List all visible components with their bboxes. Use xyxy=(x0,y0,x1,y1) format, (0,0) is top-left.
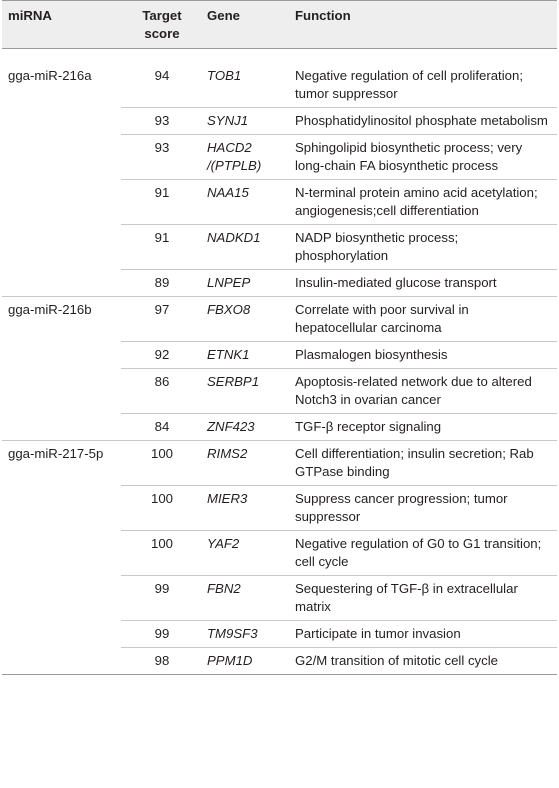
cell-target-score: 94 xyxy=(121,49,201,108)
table-row xyxy=(2,180,557,225)
cell-target-score: 84 xyxy=(121,414,201,441)
cell-mirna-empty xyxy=(2,486,121,531)
cell-function: Cell differentiation; insulin secretion; Rab GTPase binding xyxy=(289,441,557,486)
table-row xyxy=(2,342,557,369)
cell-function: Sphingolipid biosynthetic process; very long-chain FA biosynthetic process xyxy=(289,135,557,180)
cell-gene: TOB1 xyxy=(201,49,289,108)
cell-target-score: 100 xyxy=(121,531,201,576)
cell-gene: NADKD1 xyxy=(201,225,289,270)
cell-gene: HACD2 /(PTPLB) xyxy=(201,135,289,180)
table-row xyxy=(2,576,557,621)
cell-mirna-empty xyxy=(2,414,121,441)
cell-target-score: 91 xyxy=(121,180,201,225)
cell-gene: RIMS2 xyxy=(201,441,289,486)
cell-mirna: gga-miR-216a xyxy=(8,68,92,83)
cell-function: Negative regulation of G0 to G1 transition; cell cycle xyxy=(289,531,557,576)
header-target-score xyxy=(121,1,201,49)
cell-target-score: 99 xyxy=(121,621,201,648)
cell-function: Correlate with poor survival in hepatocellular carcinoma xyxy=(289,297,557,342)
table-row xyxy=(2,49,557,108)
cell-function: Insulin-mediated glucose transport xyxy=(289,270,557,297)
table-row xyxy=(2,441,557,486)
cell-target-score: 92 xyxy=(121,342,201,369)
cell-gene: SERBP1 xyxy=(201,369,289,414)
cell-mirna: gga-miR-217-5p xyxy=(8,446,104,461)
cell-target-score: 89 xyxy=(121,270,201,297)
cell-gene: ZNF423 xyxy=(201,414,289,441)
cell-mirna-empty xyxy=(2,342,121,369)
cell-function: Sequestering of TGF-β in extracellular matrix xyxy=(289,576,557,621)
cell-target-score: 100 xyxy=(121,486,201,531)
header-gene: Gene xyxy=(201,1,289,49)
cell-gene: ETNK1 xyxy=(201,342,289,369)
table-row xyxy=(2,270,557,297)
cell-mirna-empty xyxy=(2,369,121,414)
cell-target-score: 98 xyxy=(121,648,201,675)
mirna-target-table xyxy=(2,0,557,675)
cell-gene: MIER3 xyxy=(201,486,289,531)
cell-function: NADP biosynthetic process; phosphorylation xyxy=(289,225,557,270)
table-row xyxy=(2,486,557,531)
header-mirna: miRNA xyxy=(2,1,121,49)
cell-function: Phosphatidylinositol phosphate metabolism xyxy=(289,108,557,135)
header-score-line2: score xyxy=(144,26,180,41)
cell-target-score: 99 xyxy=(121,576,201,621)
cell-target-score: 91 xyxy=(121,225,201,270)
cell-function: TGF-β receptor signaling xyxy=(289,414,557,441)
cell-gene: TM9SF3 xyxy=(201,621,289,648)
cell-function: Apoptosis-related network due to altered Notch3 in ovarian cancer xyxy=(289,369,557,414)
cell-gene: YAF2 xyxy=(201,531,289,576)
cell-mirna-empty xyxy=(2,576,121,621)
cell-function: Plasmalogen biosynthesis xyxy=(289,342,557,369)
table-row xyxy=(2,414,557,441)
table-row xyxy=(2,108,557,135)
cell-mirna-empty xyxy=(2,648,121,675)
cell-gene: PPM1D xyxy=(201,648,289,675)
cell-gene: SYNJ1 xyxy=(201,108,289,135)
cell-target-score: 86 xyxy=(121,369,201,414)
header-row xyxy=(2,1,557,49)
cell-gene: FBXO8 xyxy=(201,297,289,342)
cell-mirna-empty xyxy=(2,270,121,297)
cell-mirna-empty xyxy=(2,621,121,648)
cell-gene: NAA15 xyxy=(201,180,289,225)
cell-function: G2/M transition of mitotic cell cycle xyxy=(289,648,557,675)
header-function: Function xyxy=(289,1,557,49)
cell-function: Participate in tumor invasion xyxy=(289,621,557,648)
table-row xyxy=(2,648,557,675)
table-row xyxy=(2,225,557,270)
table-row xyxy=(2,531,557,576)
cell-gene: FBN2 xyxy=(201,576,289,621)
table-row xyxy=(2,621,557,648)
cell-target-score: 100 xyxy=(121,441,201,486)
cell-mirna-empty xyxy=(2,108,121,135)
cell-target-score: 93 xyxy=(121,135,201,180)
table-body xyxy=(2,49,557,675)
table-row xyxy=(2,135,557,180)
table-row xyxy=(2,297,557,342)
header-score-line1: Target xyxy=(142,8,182,23)
table-row xyxy=(2,369,557,414)
cell-target-score: 97 xyxy=(121,297,201,342)
cell-function: Suppress cancer progression; tumor suppressor xyxy=(289,486,557,531)
cell-gene: LNPEP xyxy=(201,270,289,297)
cell-mirna-empty xyxy=(2,531,121,576)
cell-mirna-empty xyxy=(2,180,121,225)
cell-mirna-empty xyxy=(2,225,121,270)
cell-function: Negative regulation of cell proliferation; tumor suppressor xyxy=(289,49,557,108)
cell-function: N-terminal protein amino acid acetylation; angiogenesis;cell differentiation xyxy=(289,180,557,225)
cell-mirna-empty xyxy=(2,135,121,180)
cell-mirna: gga-miR-216b xyxy=(8,302,92,317)
cell-target-score: 93 xyxy=(121,108,201,135)
